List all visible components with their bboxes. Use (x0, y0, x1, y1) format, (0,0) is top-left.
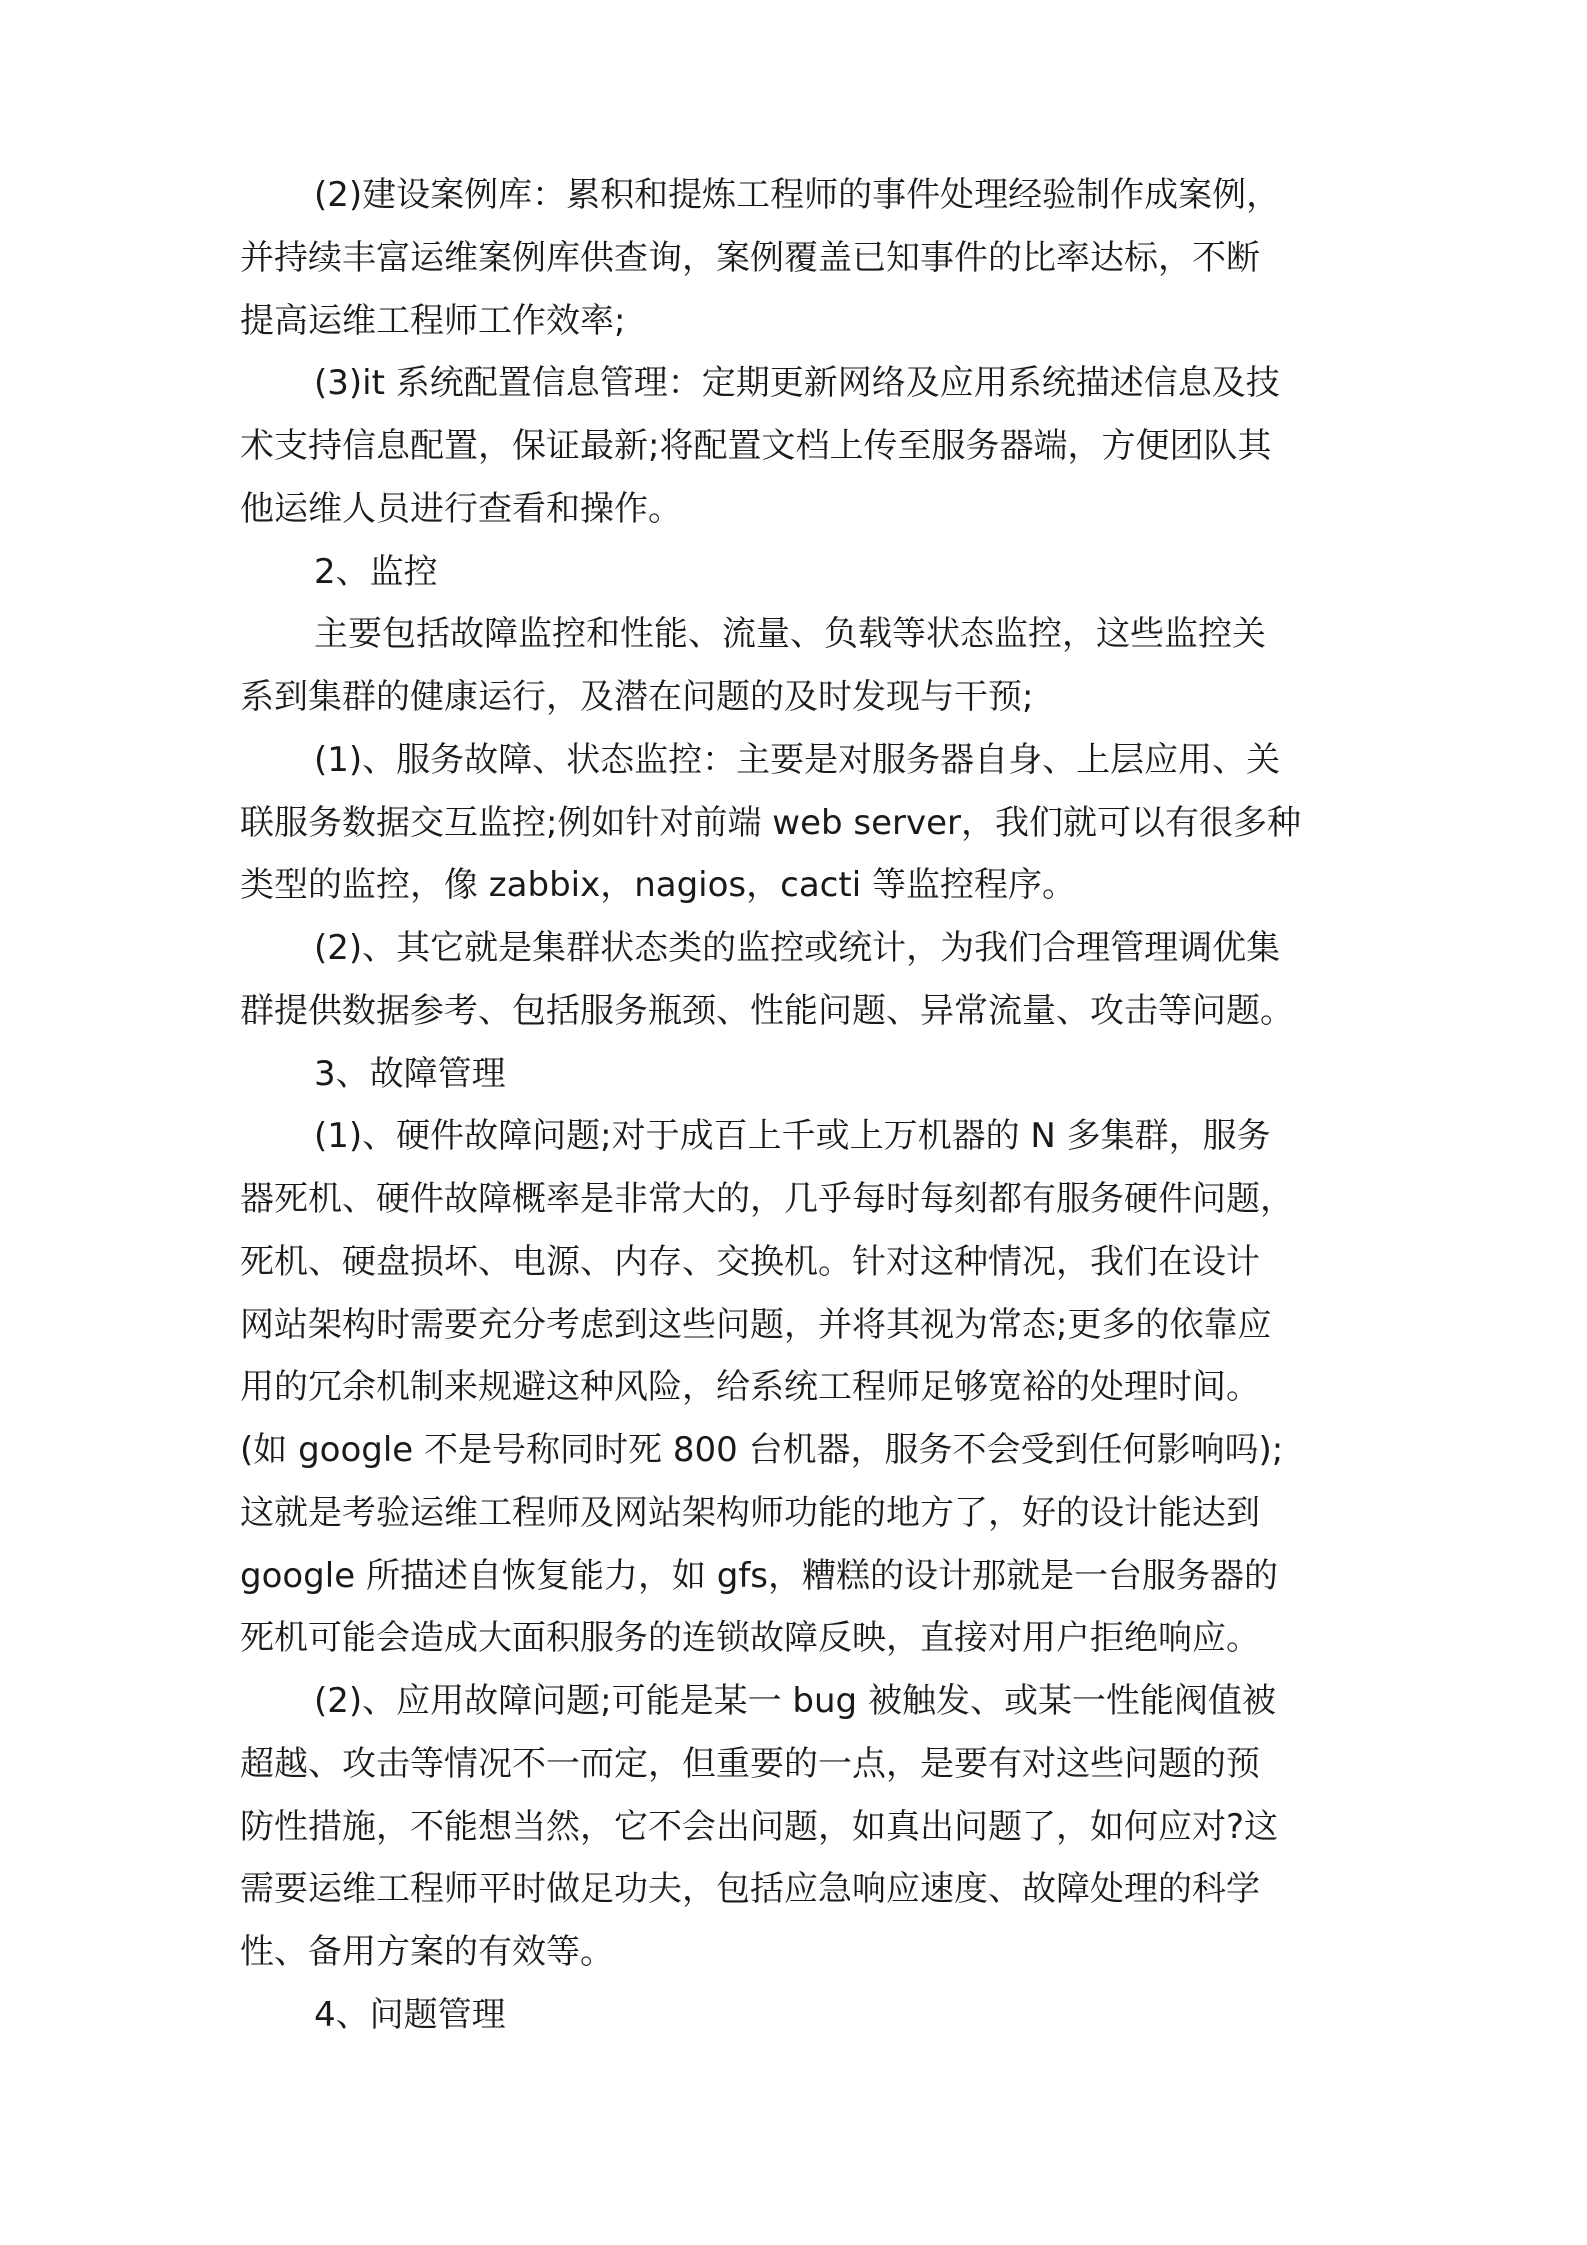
paragraph-hardware-fault (240, 1105, 1350, 1670)
text-line: 死机可能会造成大面积服务的连锁故障反映，直接对用户拒绝响应。 (240, 1618, 1260, 1659)
text-line: (1)、服务故障、状态监控：主要是对服务器自身、上层应用、关 (314, 739, 1281, 780)
paragraph-cluster-status-monitoring (240, 917, 1350, 1043)
text-line: 器死机、硬件故障概率是非常大的，几乎每时每刻都有服务硬件问题， (240, 1179, 1294, 1219)
text-line: 类型的监控，像 zabbix，nagios，cacti 等监控程序。 (240, 865, 1076, 906)
text-line: 主要包括故障监控和性能、流量、负载等状态监控，这些监控关 (314, 614, 1266, 655)
text-line: 网站架构时需要充分考虑到这些问题，并将其视为常态;更多的依靠应 (240, 1304, 1272, 1345)
section-heading-problem-management (240, 1984, 1350, 2047)
paragraph-case-library (240, 164, 1350, 352)
paragraph-it-config-management (240, 352, 1350, 540)
heading-text: 4、问题管理 (314, 1994, 506, 2035)
text-line: (1)、硬件故障问题;对于成百上千或上万机器的 N 多集群，服务 (314, 1116, 1271, 1157)
text-line: (2)建设案例库：累积和提炼工程师的事件处理经验制作成案例， (314, 175, 1281, 215)
text-line: 提高运维工程师工作效率; (240, 300, 626, 341)
paragraph-application-fault (240, 1670, 1350, 1984)
section-heading-fault-management (240, 1043, 1350, 1106)
text-line: 并持续丰富运维案例库供查询，案例覆盖已知事件的比率达标，不断 (240, 237, 1260, 278)
section-heading-monitoring (240, 541, 1350, 604)
text-line: (如 google 不是号称同时死 800 台机器，服务不会受到任何影响吗); (240, 1430, 1284, 1470)
paragraph-monitoring-intro (240, 603, 1350, 729)
text-line: 需要运维工程师平时做足功夫，包括应急响应速度、故障处理的科学 (240, 1869, 1260, 1910)
heading-text: 3、故障管理 (314, 1053, 506, 1094)
paragraph-service-fault-monitoring (240, 729, 1350, 917)
text-line: (3)it 系统配置信息管理：定期更新网络及应用系统描述信息及技 (314, 363, 1280, 404)
text-line: 他运维人员进行查看和操作。 (240, 488, 682, 529)
text-line: (2)、其它就是集群状态类的监控或统计，为我们合理管理调优集 (314, 928, 1281, 968)
text-line: 术支持信息配置，保证最新;将配置文档上传至服务器端，方便团队其 (240, 426, 1272, 466)
document-page (240, 164, 1350, 2047)
text-line: 系到集群的健康运行，及潜在问题的及时发现与干预; (240, 677, 1034, 717)
text-line: google 所描述自恢复能力，如 gfs，糟糕的设计那就是一台服务器的 (240, 1555, 1279, 1596)
text-line: 用的冗余机制来规避这种风险，给系统工程师足够宽裕的处理时间。 (240, 1367, 1260, 1408)
text-line: 群提供数据参考、包括服务瓶颈、性能问题、异常流量、攻击等问题。 (240, 990, 1294, 1031)
text-line: 性、备用方案的有效等。 (240, 1932, 614, 1972)
text-line: (2)、应用故障问题;可能是某一 bug 被触发、或某一性能阀值被 (314, 1681, 1276, 1721)
text-line: 超越、攻击等情况不一而定，但重要的一点，是要有对这些问题的预 (240, 1743, 1260, 1784)
text-line: 死机、硬盘损坏、电源、内存、交换机。针对这种情况，我们在设计 (240, 1241, 1260, 1282)
text-line: 防性措施，不能想当然，它不会出问题，如真出问题了，如何应对?这 (240, 1806, 1279, 1847)
heading-text: 2、监控 (314, 551, 438, 592)
text-line: 这就是考验运维工程师及网站架构师功能的地方了，好的设计能达到 (240, 1492, 1260, 1533)
text-line: 联服务数据交互监控;例如针对前端 web server，我们就可以有很多种 (240, 802, 1302, 843)
